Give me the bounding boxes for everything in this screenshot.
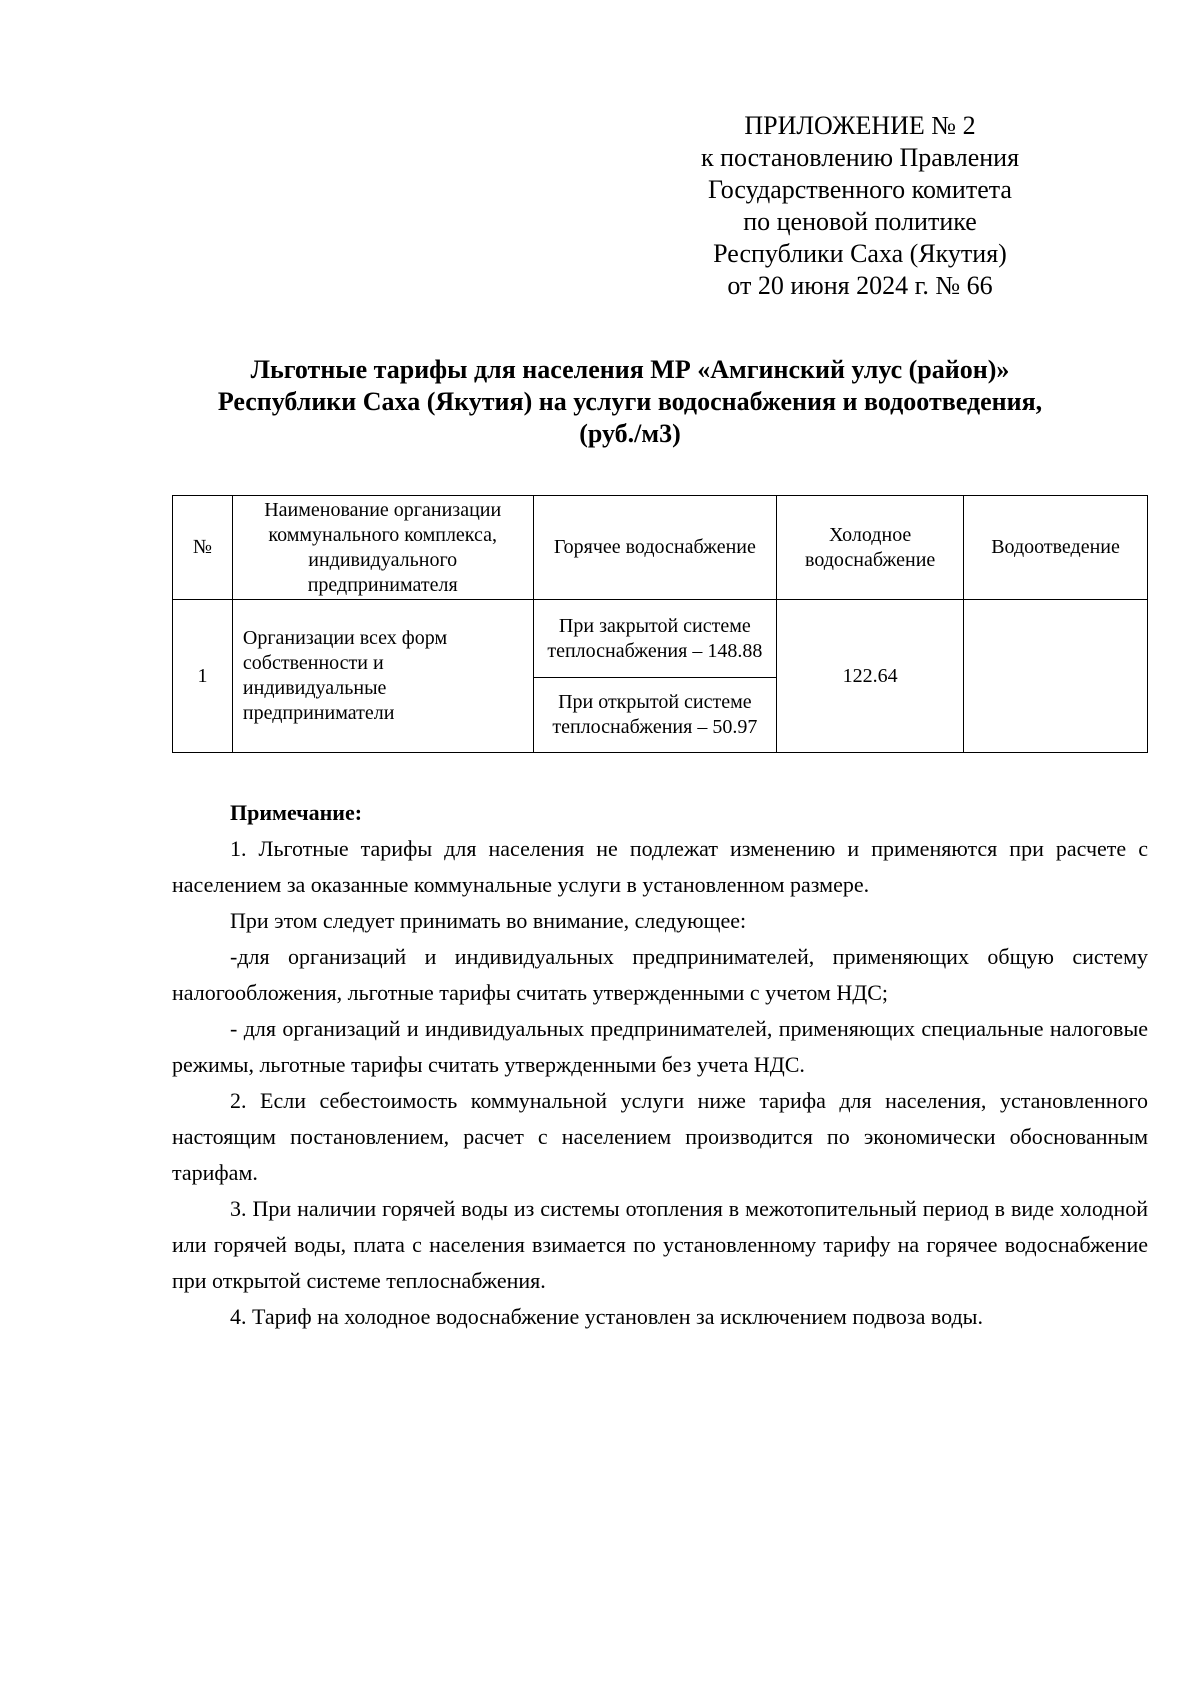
header-hot-water: Горячее водоснабжение bbox=[533, 496, 777, 600]
cold-water-value: 122.64 bbox=[777, 600, 964, 753]
hot-water-open-system: При открытой системе теплоснабжения – 50.97 bbox=[533, 678, 777, 753]
document-title bbox=[150, 354, 1110, 450]
table-row bbox=[173, 600, 1148, 678]
row-organization: Организации всех форм собственности и индивидуальные предприниматели bbox=[232, 600, 533, 753]
header-organization: Наименование организации коммунального комплекса, индивидуального предпринимателя bbox=[232, 496, 533, 600]
appendix-line: по ценовой политике bbox=[743, 207, 977, 236]
note-paragraph: - для организаций и индивидуальных предпринимателей, применяющих специальные налоговые режимы, льготные тарифы считать утвержденными без учета НДС. bbox=[172, 1016, 1148, 1077]
appendix-line: к постановлению Правления bbox=[700, 143, 1020, 172]
note-paragraph: 3. При наличии горячей воды из системы отопления в межотопительный период в виде холодной или горячей воды, плата с населения взимается по установленному тарифу на горячее водоснабжение при открытой системе теплоснабжения. bbox=[172, 1196, 1148, 1293]
appendix-date: от 20 июня 2024 г. № 66 bbox=[727, 271, 993, 300]
note-paragraph: 2. Если себестоимость коммунальной услуги ниже тарифа для населения, установленного настоящим постановлением, расчет с населением производится по экономически обоснованным тарифам. bbox=[172, 1088, 1148, 1185]
header-number: № bbox=[173, 496, 233, 600]
header-cold-water: Холодное водоснабжение bbox=[777, 496, 964, 600]
appendix-line: Республики Саха (Якутия) bbox=[713, 239, 1007, 268]
drainage-value bbox=[964, 600, 1148, 753]
appendix-header bbox=[660, 110, 1060, 302]
title-line: Республики Саха (Якутия) на услуги водоснабжения и водоотведения, bbox=[217, 387, 1043, 416]
notes-section bbox=[172, 795, 1148, 1335]
note-paragraph: 4. Тариф на холодное водоснабжение установлен за исключением подвоза воды. bbox=[230, 1304, 983, 1329]
tariff-table bbox=[172, 495, 1148, 753]
appendix-line: Государственного комитета bbox=[708, 175, 1012, 204]
appendix-number: ПРИЛОЖЕНИЕ № 2 bbox=[744, 111, 976, 140]
hot-water-closed-system: При закрытой системе теплоснабжения – 148.88 bbox=[533, 600, 777, 678]
note-paragraph: При этом следует принимать во внимание, следующее: bbox=[230, 908, 747, 933]
note-paragraph: 1. Льготные тарифы для населения не подлежат изменению и применяются при расчете с населением за оказанные коммунальные услуги в установленном размере. bbox=[172, 836, 1148, 897]
title-unit: (руб./м3) bbox=[579, 419, 681, 448]
table-header-row bbox=[173, 496, 1148, 600]
row-number: 1 bbox=[173, 600, 233, 753]
notes-heading: Примечание: bbox=[230, 800, 363, 825]
title-line: Льготные тарифы для населения МР «Амгинский улус (район)» bbox=[250, 355, 1010, 384]
header-drainage: Водоотведение bbox=[964, 496, 1148, 600]
note-paragraph: -для организаций и индивидуальных предпринимателей, применяющих общую систему налогообложения, льготные тарифы считать утвержденными с учетом НДС; bbox=[172, 944, 1148, 1005]
